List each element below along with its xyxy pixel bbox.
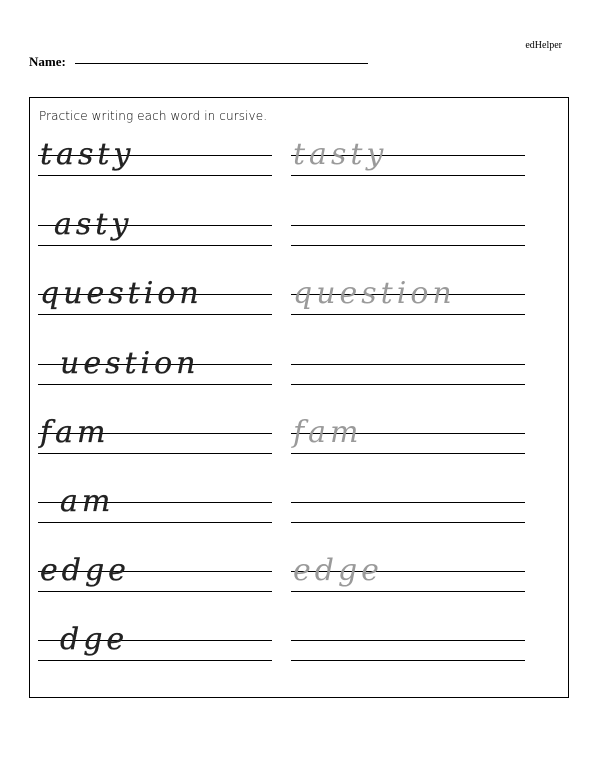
trace-word: tasty — [293, 137, 388, 172]
practice-row — [0, 413, 600, 483]
guide-line-bottom — [291, 453, 525, 454]
guide-line-bottom — [291, 384, 525, 385]
guide-line-top — [291, 364, 525, 365]
practice-block-left — [38, 274, 272, 344]
trace-word: question — [293, 276, 456, 311]
practice-block-right[interactable] — [291, 205, 525, 275]
practice-block-right[interactable] — [291, 413, 525, 483]
practice-block-left — [38, 551, 272, 621]
traced-word: fam — [40, 415, 110, 450]
practice-row — [0, 274, 600, 344]
guide-line-top — [291, 225, 525, 226]
traced-word: dge — [60, 622, 129, 657]
guide-line-bottom — [38, 522, 272, 523]
practice-block-right[interactable] — [291, 135, 525, 205]
practice-block-left — [38, 413, 272, 483]
practice-row — [0, 620, 600, 690]
traced-word: uestion — [60, 346, 200, 381]
guide-line-bottom — [291, 660, 525, 661]
guide-line-bottom — [291, 314, 525, 315]
trace-word: edge — [293, 553, 383, 588]
brand-label: edHelper — [525, 40, 562, 51]
guide-line-top — [291, 640, 525, 641]
guide-line-bottom — [38, 591, 272, 592]
practice-block-right[interactable] — [291, 274, 525, 344]
practice-row — [0, 551, 600, 621]
traced-word: edge — [40, 553, 130, 588]
guide-line-bottom — [38, 660, 272, 661]
traced-word: question — [40, 276, 203, 311]
guide-line-bottom — [291, 245, 525, 246]
practice-row — [0, 482, 600, 552]
guide-line-bottom — [291, 591, 525, 592]
practice-row — [0, 344, 600, 414]
name-label: Name: — [29, 54, 66, 69]
traced-word: am — [60, 484, 115, 519]
practice-block-left — [38, 482, 272, 552]
guide-line-top — [291, 502, 525, 503]
name-field-line[interactable] — [75, 63, 368, 64]
trace-word: fam — [293, 415, 363, 450]
guide-line-bottom — [38, 245, 272, 246]
instructions: Practice writing each word in cursive. — [39, 109, 268, 123]
guide-line-bottom — [38, 314, 272, 315]
practice-block-left — [38, 344, 272, 414]
traced-word: tasty — [40, 137, 135, 172]
practice-block-right[interactable] — [291, 551, 525, 621]
guide-line-bottom — [38, 453, 272, 454]
practice-block-right[interactable] — [291, 482, 525, 552]
guide-line-bottom — [38, 175, 272, 176]
traced-word: asty — [54, 207, 133, 242]
guide-line-bottom — [38, 384, 272, 385]
practice-block-left — [38, 620, 272, 690]
practice-block-left — [38, 205, 272, 275]
practice-block-right[interactable] — [291, 344, 525, 414]
practice-row — [0, 205, 600, 275]
practice-row — [0, 135, 600, 205]
practice-block-left — [38, 135, 272, 205]
practice-block-right[interactable] — [291, 620, 525, 690]
guide-line-bottom — [291, 522, 525, 523]
guide-line-bottom — [291, 175, 525, 176]
